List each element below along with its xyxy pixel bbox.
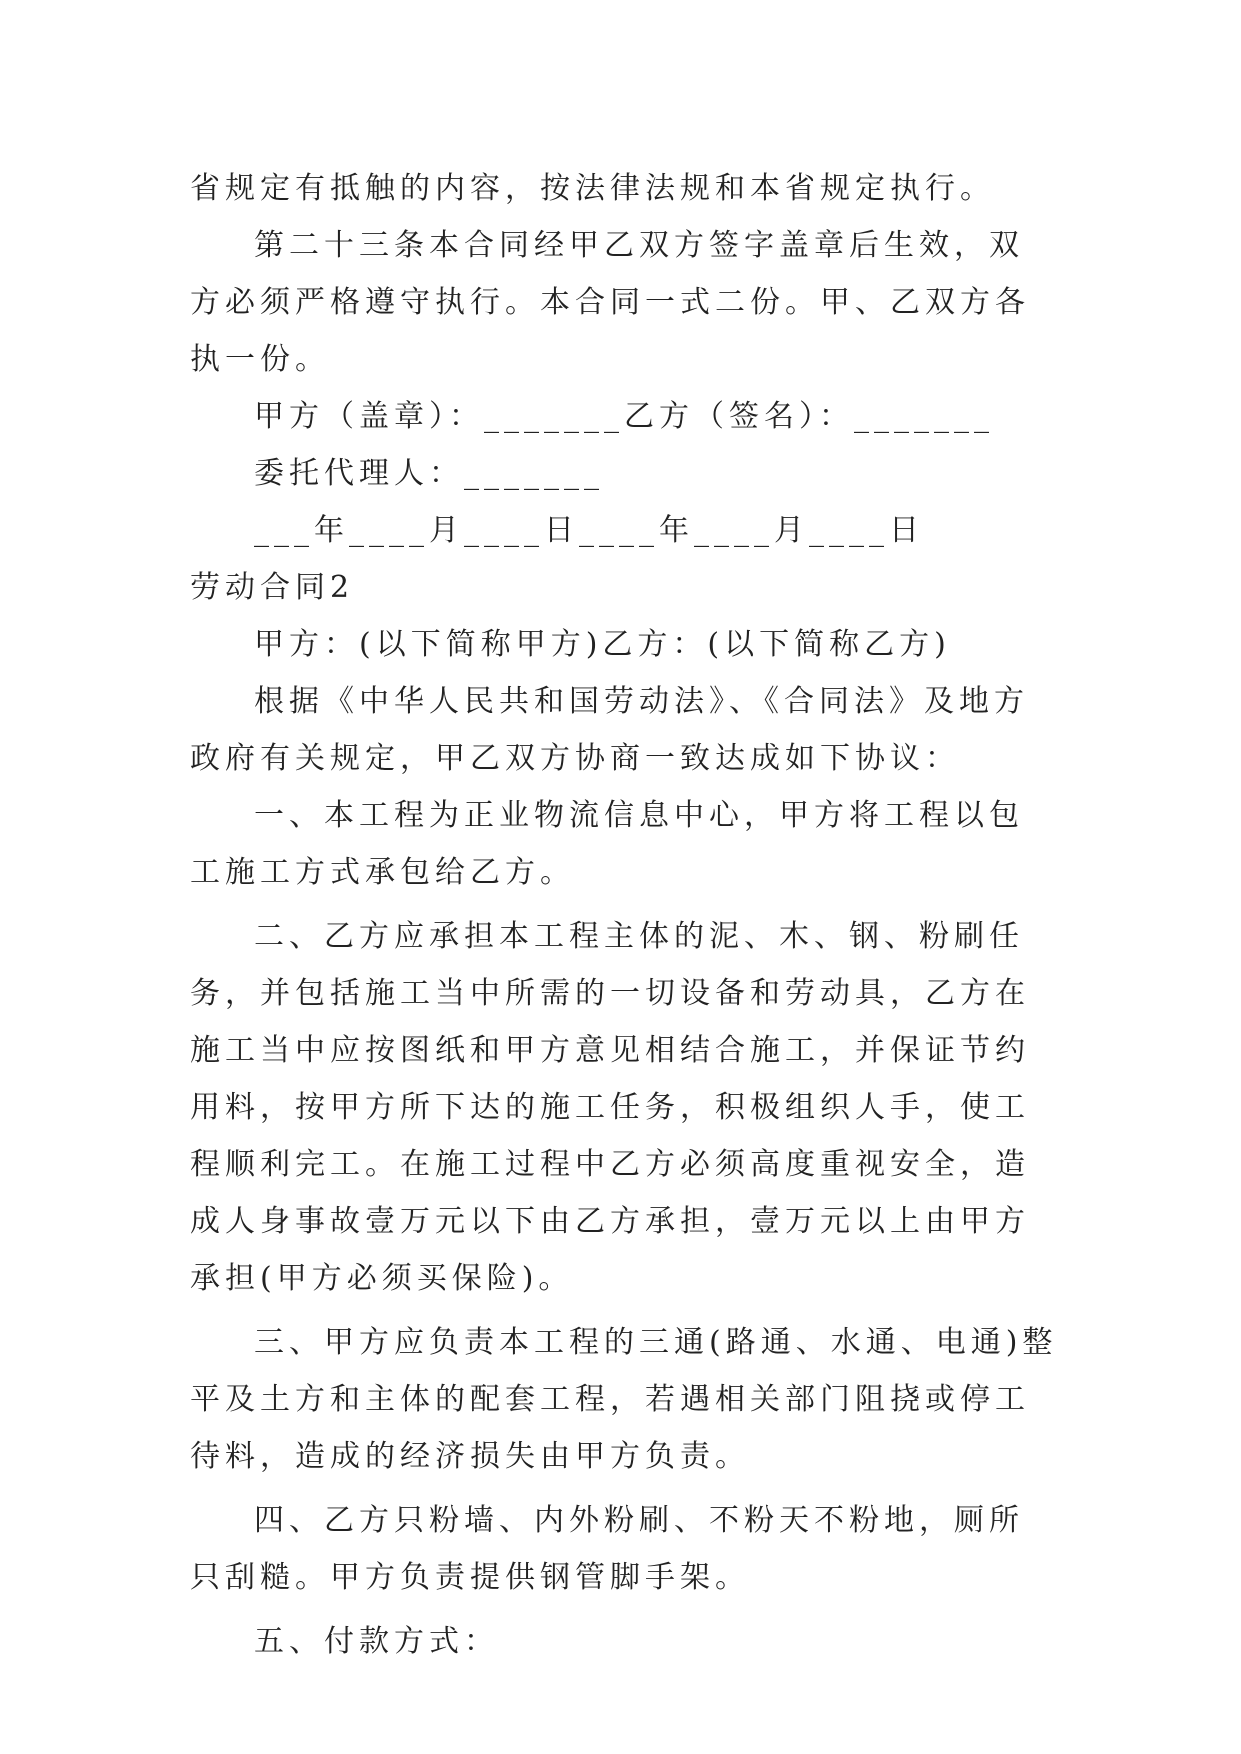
signature-line-parties: 甲方（盖章）：_______乙方（签名）：_______ xyxy=(254,399,994,434)
date-line: ___年____月____日____年____月____日 xyxy=(254,513,924,548)
paragraph-article-23: 第二十三条本合同经甲乙双方签字盖章后生效，双方必须严格遵守执行。本合同一式二份。甲、乙双方各执一份。 xyxy=(190,228,1030,377)
paragraph-continuation: 省规定有抵触的内容，按法律法规和本省规定执行。 xyxy=(190,171,995,206)
clause-3: 三、甲方应负责本工程的三通(路通、水通、电通)整平及土方和主体的配套工程，若遇相关部门阻挠或停工待料，造成的经济损失由甲方负责。 xyxy=(190,1325,1058,1474)
signature-line-agent: 委托代理人：_______ xyxy=(254,456,604,491)
paragraph-parties: 甲方：(以下简称甲方)乙方：(以下简称乙方) xyxy=(254,627,951,662)
clause-1: 一、本工程为正业物流信息中心，甲方将工程以包工施工方式承包给乙方。 xyxy=(190,798,1024,890)
document-body xyxy=(190,160,1058,1670)
clause-5: 五、付款方式： xyxy=(254,1624,499,1659)
section-title: 劳动合同2 xyxy=(190,570,355,605)
clause-2: 二、乙方应承担本工程主体的泥、木、钢、粉刷任务，并包括施工当中所需的一切设备和劳动具，乙方在施工当中应按图纸和甲方意见相结合施工，并保证节约用料，按甲方所下达的施工任务，积极组织人手，使工程顺利完工。在施工过程中乙方必须高度重视安全，造成人身事故壹万元以下由乙方承担，壹万元以上由甲方承担(甲方必须买保险)。 xyxy=(190,919,1030,1296)
paragraph-basis: 根据《中华人民共和国劳动法》、《合同法》及地方政府有关规定，甲乙双方协商一致达成如下协议： xyxy=(190,684,1029,776)
clause-4: 四、乙方只粉墙、内外粉刷、不粉天不粉地，厕所只刮糙。甲方负责提供钢管脚手架。 xyxy=(190,1503,1024,1595)
